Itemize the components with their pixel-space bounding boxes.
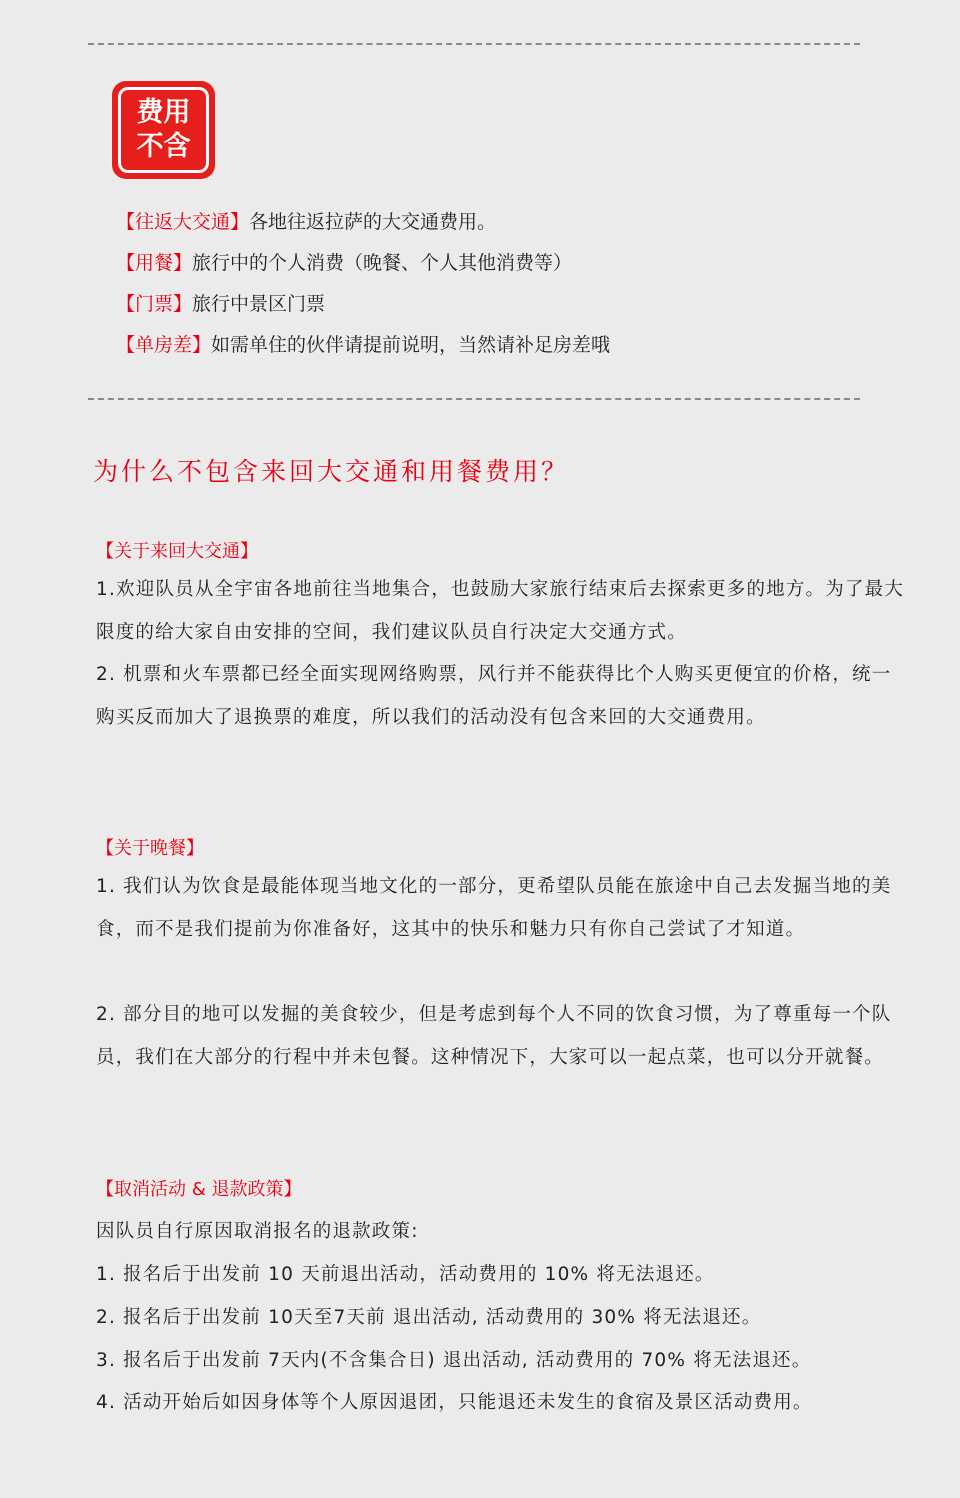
refund-item-1: 1. 报名后于出发前 10 天前退出活动，活动费用的 10% 将无法退还。 xyxy=(96,1264,715,1285)
dinner-paragraph-2: 2. 部分目的地可以发掘的美食较少，但是考虑到每个人不同的饮食习惯，为了尊重每一个队员，我们在大部分的行程中并未包餐。这种情况下，大家可以一起点菜，也可以分开就餐。 xyxy=(96,1004,892,1068)
dashed-divider-top xyxy=(88,43,860,45)
refund-item-4: 4. 活动开始后如因身体等个人原因退团，只能退还未发生的食宿及景区活动费用。 xyxy=(96,1392,813,1413)
exclusion-item-transport xyxy=(116,210,496,234)
refund-intro: 因队员自行原因取消报名的退款政策: xyxy=(96,1221,419,1242)
refund-section-title: 【取消活动 & 退款政策】 xyxy=(96,1179,302,1200)
transport-paragraph-1: 1.欢迎队员从全宇宙各地前往当地集合，也鼓励大家旅行结束后去探索更多的地方。为了最大限度的给大家自由安排的空间，我们建议队员自行决定大交通方式。 xyxy=(96,579,905,643)
dinner-section-title: 【关于晚餐】 xyxy=(96,838,204,859)
exclusion-item-tickets xyxy=(116,292,325,316)
exclusion-key: 【单房差】 xyxy=(116,334,212,356)
fee-excluded-badge xyxy=(112,81,215,179)
badge-line1: 费用 xyxy=(136,97,191,128)
exclusion-item-single-room xyxy=(116,333,610,357)
exclusion-text: 如需单住的伙伴请提前说明，当然请补足房差哦 xyxy=(211,334,611,356)
transport-paragraph-2: 2. 机票和火车票都已经全面实现网络购票，风行并不能获得比个人购买更便宜的价格，统一购买反而加大了退换票的难度，所以我们的活动没有包含来回的大交通费用。 xyxy=(96,664,892,728)
exclusion-text: 旅行中的个人消费（晚餐、个人其他消费等） xyxy=(192,252,573,274)
refund-item-3: 3. 报名后于出发前 7天内(不含集合日) 退出活动, 活动费用的 70% 将无法退还。 xyxy=(96,1350,812,1371)
exclusion-text: 旅行中景区门票 xyxy=(192,293,326,315)
exclusion-text: 各地往返拉萨的大交通费用。 xyxy=(249,211,497,233)
transport-section-title: 【关于来回大交通】 xyxy=(96,541,258,562)
exclusion-key: 【门票】 xyxy=(116,293,193,315)
why-heading: 为什么不包含来回大交通和用餐费用？ xyxy=(93,457,570,486)
exclusion-key: 【用餐】 xyxy=(116,252,193,274)
dinner-paragraph-1: 1. 我们认为饮食是最能体现当地文化的一部分，更希望队员能在旅途中自己去发掘当地的美食，而不是我们提前为你准备好，这其中的快乐和魅力只有你自己尝试了才知道。 xyxy=(96,876,892,940)
badge-frame xyxy=(118,87,209,173)
exclusion-key: 【往返大交通】 xyxy=(116,211,250,233)
dashed-divider-middle xyxy=(88,398,860,400)
exclusion-item-meals xyxy=(116,251,572,275)
badge-line2: 不含 xyxy=(136,131,191,162)
refund-item-2: 2. 报名后于出发前 10天至7天前 退出活动, 活动费用的 30% 将无法退还。 xyxy=(96,1307,762,1328)
